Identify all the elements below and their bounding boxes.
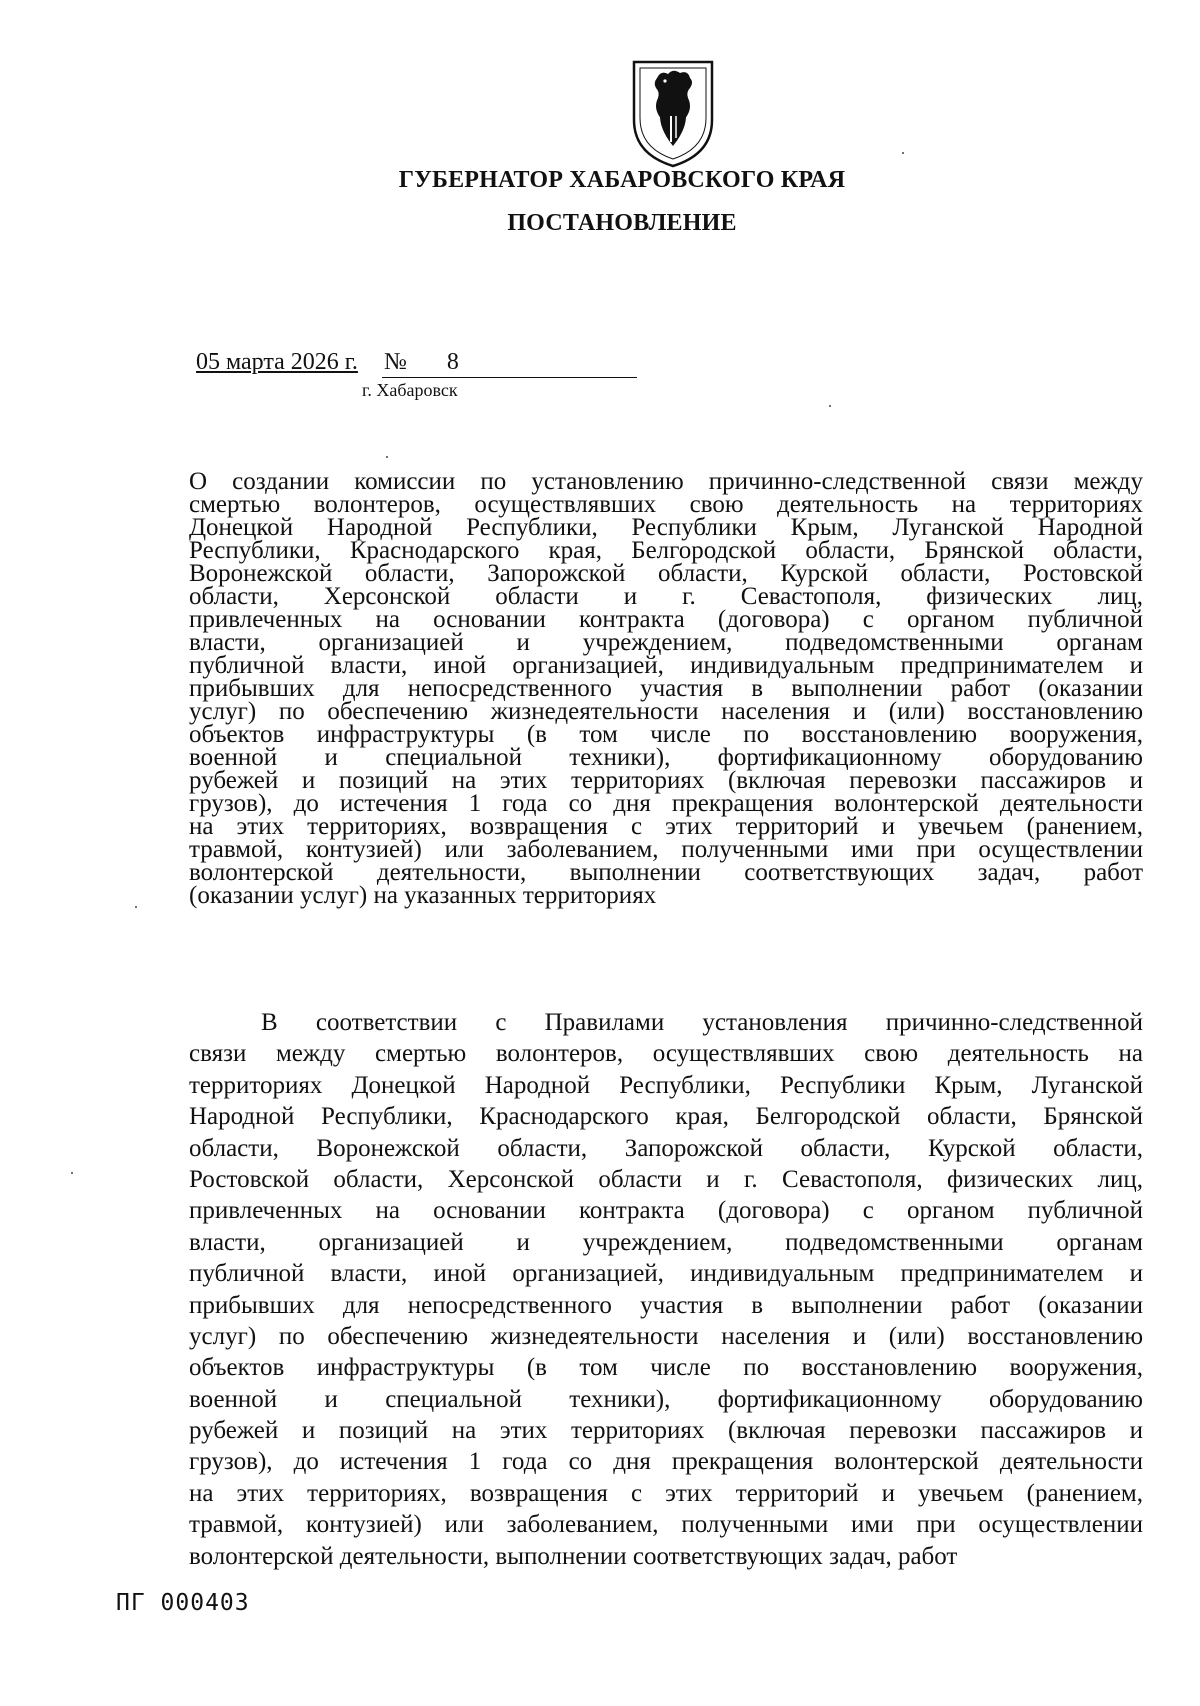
document-date: 05 марта 2026 г.: [196, 349, 358, 375]
city-name: г. Хабаровск: [362, 380, 458, 400]
body-line: услуг) по обеспечению жизнедеятельности населения и (или) восстановлению: [189, 1322, 1143, 1350]
title-line: привлеченных на основании контракта (договора) с органом публичной: [189, 606, 1143, 633]
title-line: травмой, контузией) или заболеванием, полученными ими при осуществлении: [189, 836, 1143, 863]
title-line: рубежей и позиций на этих территориях (включая перевозки пассажиров и: [189, 767, 1143, 794]
title-line: Донецкой Народной Республики, Республики Крым, Луганской Народной: [189, 514, 1143, 541]
title-line: смертью волонтеров, осуществлявших свою деятельность на территориях: [189, 491, 1143, 518]
body-line: публичной власти, иной организацией, индивидуальным предпринимателем и: [189, 1260, 1143, 1288]
body-line: области, Воронежской области, Запорожской области, Курской области,: [189, 1134, 1143, 1162]
body-line: связи между смертью волонтеров, осуществлявших свою деятельность на: [189, 1040, 1143, 1068]
body-line: власти, организацией и учреждением, подведомственными органам: [189, 1228, 1143, 1256]
title-line: прибывших для непосредственного участия в выполнении работ (оказании: [189, 675, 1143, 702]
body-line: В соответствии с Правилами установления причинно-следственной: [261, 1009, 1143, 1036]
form-code: ПГ 000403: [116, 1590, 250, 1616]
title-line: (оказании услуг) на указанных территориях: [189, 882, 657, 909]
title-line: власти, организацией и учреждением, подведомственными органам: [189, 629, 1143, 656]
title-line: услуг) по обеспечению жизнедеятельности населения и (или) восстановлению: [189, 698, 1143, 725]
title-line: Республики, Краснодарского края, Белгородской области, Брянской области,: [189, 537, 1143, 564]
body-line: прибывших для непосредственного участия в выполнении работ (оказании: [189, 1291, 1143, 1319]
document-number: 8: [446, 349, 459, 375]
document-title: [189, 470, 1143, 907]
scan-speck: [829, 405, 831, 407]
body-line: территориях Донецкой Народной Республики, Республики Крым, Луганской: [189, 1071, 1143, 1099]
title-line: на этих территориях, возвращения с этих территорий и увечьем (ранением,: [189, 813, 1143, 840]
body-line: волонтерской деятельности, выполнении соответствующих задач, работ: [189, 1542, 958, 1570]
title-line: области, Херсонской области и г. Севастополя, физических лиц,: [189, 583, 1143, 610]
body-line: Народной Республики, Краснодарского края, Белгородской области, Брянской: [189, 1103, 1143, 1131]
issuer-heading: ГУБЕРНАТОР ХАБАРОВСКОГО КРАЯ: [398, 167, 846, 193]
title-line: военной и специальной техники), фортификационному оборудованию: [189, 744, 1143, 771]
title-line: Воронежской области, Запорожской области, Курской области, Ростовской: [189, 560, 1143, 587]
body-line: военной и специальной техники), фортификационному оборудованию: [189, 1385, 1143, 1413]
number-underline: [382, 377, 637, 378]
scan-speck: [902, 152, 904, 154]
document-body: [189, 1007, 1143, 1572]
scan-speck: [386, 456, 388, 458]
coat-of-arms-emblem: [630, 58, 716, 170]
title-line: объектов инфраструктуры (в том числе по восстановлению вооружения,: [189, 721, 1143, 748]
title-line: О создании комиссии по установлению причинно-следственной связи между: [189, 468, 1143, 495]
body-line: рубежей и позиций на этих территориях (включая перевозки пассажиров и: [189, 1417, 1143, 1445]
date-number-line: [196, 349, 459, 376]
body-line: привлеченных на основании контракта (договора) с органом публичной: [189, 1197, 1143, 1225]
title-line: волонтерской деятельности, выполнении соответствующих задач, работ: [189, 859, 1143, 886]
body-line: на этих территориях, возвращения с этих территорий и увечьем (ранением,: [189, 1479, 1143, 1507]
scan-speck: [135, 906, 137, 908]
title-line: грузов), до истечения 1 года со дня прекращения волонтерской деятельности: [189, 790, 1143, 817]
document-type-heading: ПОСТАНОВЛЕНИЕ: [507, 210, 737, 236]
body-line: объектов инфраструктуры (в том числе по восстановлению вооружения,: [189, 1354, 1143, 1382]
body-line: Ростовской области, Херсонской области и г. Севастополя, физических лиц,: [189, 1165, 1143, 1193]
scan-speck: [71, 1172, 73, 1174]
number-label: №: [383, 349, 407, 375]
title-line: публичной власти, иной организацией, индивидуальным предпринимателем и: [189, 652, 1143, 679]
body-line: грузов), до истечения 1 года со дня прекращения волонтерской деятельности: [189, 1448, 1143, 1476]
body-line: травмой, контузией) или заболеванием, полученными ими при осуществлении: [189, 1511, 1143, 1539]
